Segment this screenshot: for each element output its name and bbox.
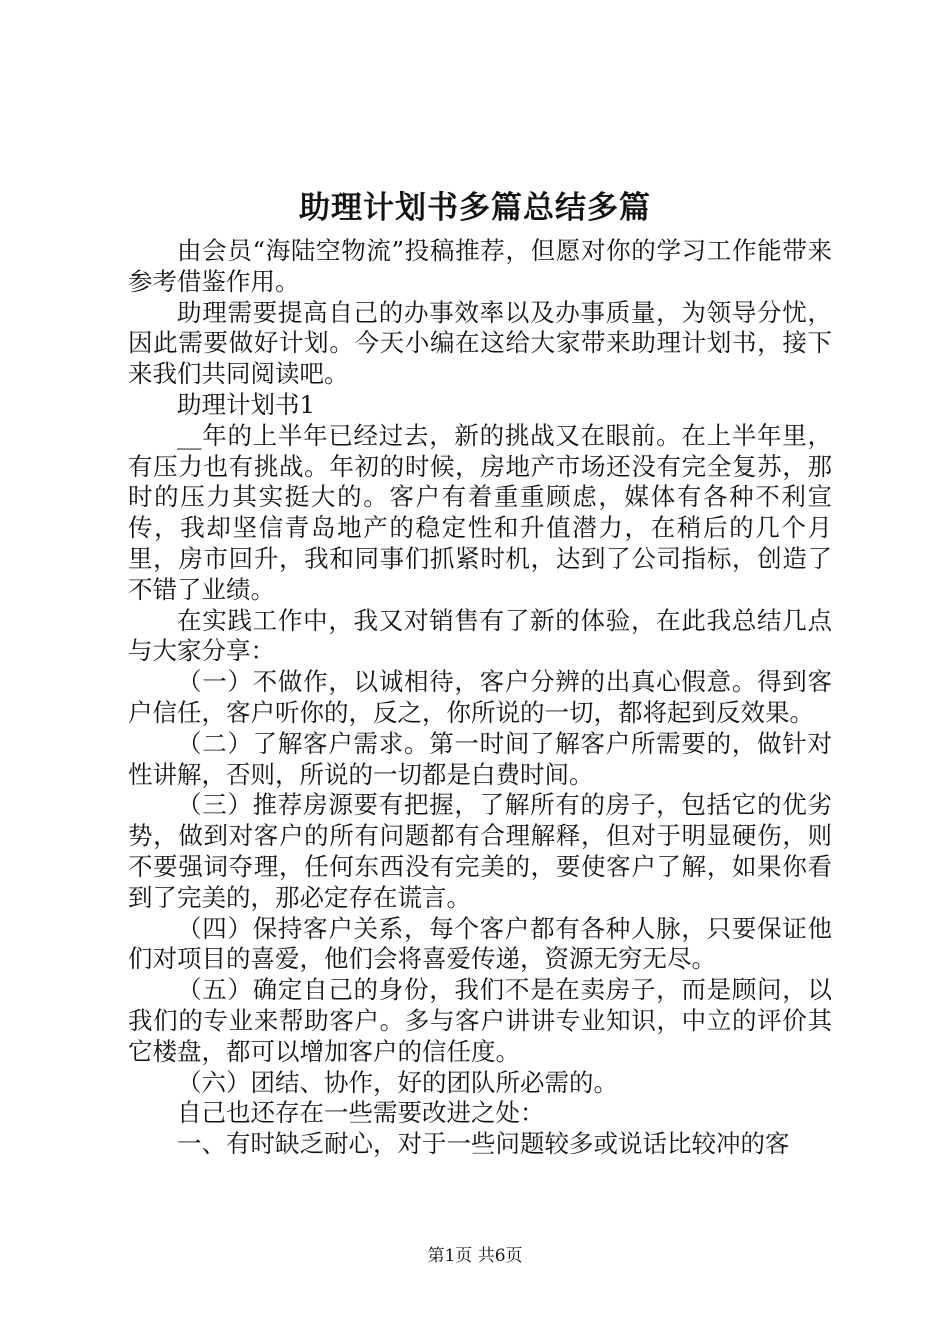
paragraph: 由会员“海陆空物流”投稿推荐，但愿对你的学习工作能带来参考借鉴作用。 (128, 236, 832, 296)
paragraph: __年的上半年已经过去，新的挑战又在眼前。在上半年里，有压力也有挑战。年初的时候，房地产市场还没有完全复苏，那时的压力其实挺大的。客户有着重重顾虑，媒体有各种不利宣传，我却坚信青岛地产的稳定性和升值潜力，在稍后的几个月里，房市回升，我和同事们抓紧时机，达到了公司指标，创造了不错了业绩。 (128, 420, 832, 604)
document-title: 助理计划书多篇总结多篇 (299, 190, 651, 226)
list-item: （三）推荐房源要有把握，了解所有的房子，包括它的优劣势，做到对客户的所有问题都有合理解释，但对于明显硬伤，则不要强词夺理，任何东西没有完美的，要使客户了解，如果你看到了完美的，那必定存在谎言。 (128, 790, 832, 912)
section-heading: 助理计划书1 (177, 389, 316, 419)
paragraph: 一、有时缺乏耐心，对于一些问题较多或说话比较冲的客 (177, 1129, 790, 1159)
list-item: （二）了解客户需求。第一时间了解客户所需要的，做针对性讲解，否则，所说的一切都是白费时间。 (128, 728, 832, 789)
paragraph: 助理需要提高自己的办事效率以及办事质量，为领导分忧，因此需要做好计划。今天小编在这给大家带来助理计划书，接下来我们共同阅读吧。 (128, 297, 832, 389)
document-body (128, 236, 832, 1160)
paragraph: 自己也还存在一些需要改进之处： (177, 1098, 545, 1128)
list-item: （一）不做作，以诚相待，客户分辨的出真心假意。得到客户信任，客户听你的，反之，你所说的一切，都将起到反效果。 (128, 667, 832, 727)
page-footer: 第1页 共6页 (427, 1246, 523, 1266)
list-item: （六）团结、协作，好的团队所必需的。 (177, 1067, 618, 1097)
list-item: （五）确定自己的身份，我们不是在卖房子，而是顾问，以我们的专业来帮助客户。多与客户讲讲专业知识，中立的评价其它楼盘，都可以增加客户的信任度。 (128, 975, 832, 1066)
paragraph: 在实践工作中，我又对销售有了新的体验，在此我总结几点与大家分享： (128, 605, 832, 666)
list-item: （四）保持客户关系，每个客户都有各种人脉，只要保证他们对项目的喜爱，他们会将喜爱传递，资源无穷无尽。 (128, 913, 832, 974)
